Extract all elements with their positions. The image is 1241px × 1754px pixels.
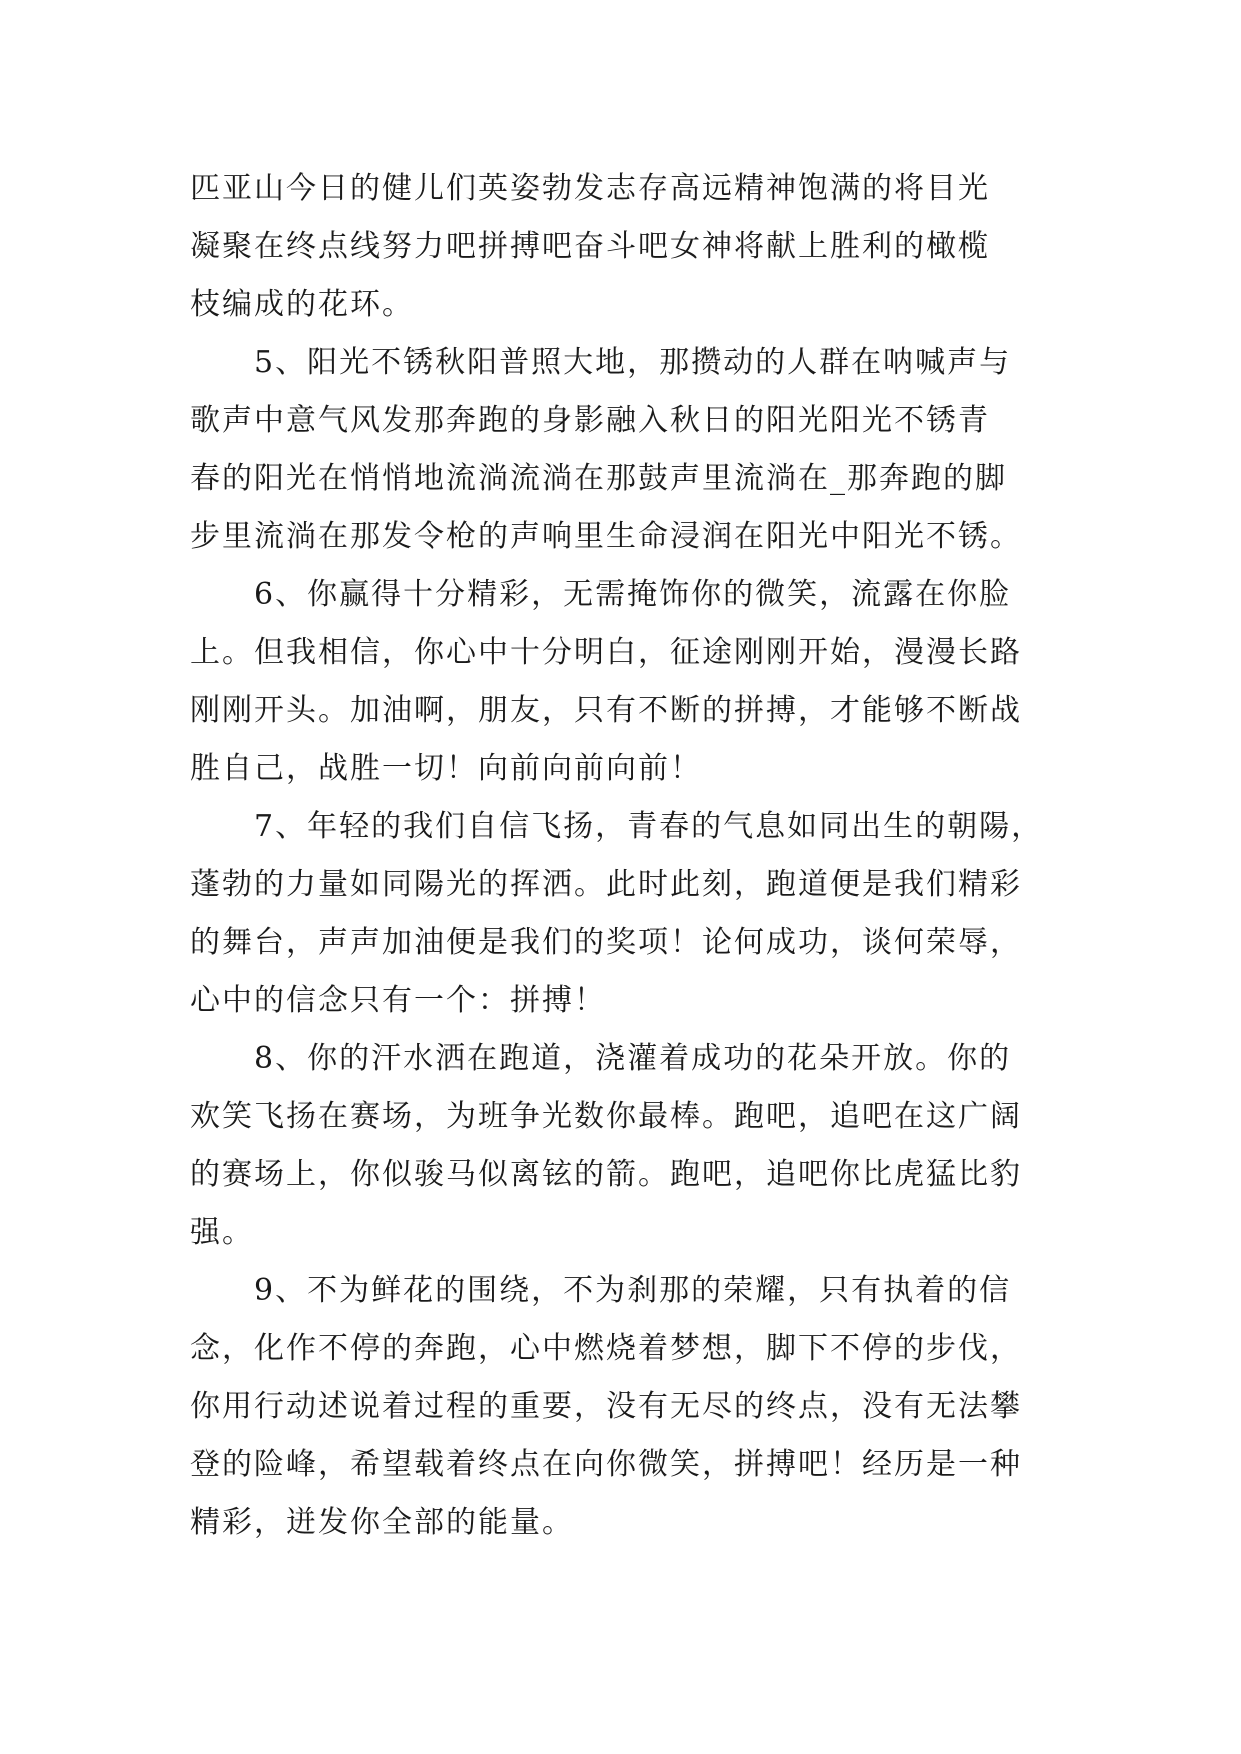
text-line: 匹亚山今日的健儿们英姿勃发志存高远精神饱满的将目光 [190,171,990,206]
text-line: 精彩，迸发你全部的能量。 [190,1505,574,1540]
text-line: 9、不为鲜花的围绕，不为刹那的荣耀，只有执着的信 [190,1273,1012,1308]
text-line: 6、你赢得十分精彩，无需掩饰你的微笑，流露在你脸 [190,577,1012,612]
text-line: 蓬勃的力量如同陽光的挥洒。此时此刻，跑道便是我们精彩 [190,867,1022,902]
text-line: 枝编成的花环。 [190,287,414,322]
text-line: 5、阳光不锈秋阳普照大地，那攒动的人群在呐喊声与 [190,345,1012,380]
text-line: 你用行动述说着过程的重要，没有无尽的终点，没有无法攀 [190,1389,1022,1424]
text-line: 强。 [190,1215,254,1250]
text-line: 欢笑飞扬在赛场，为班争光数你最棒。跑吧，追吧在这广阔 [190,1099,1022,1134]
text-line: 凝聚在终点线努力吧拼搏吧奋斗吧女神将献上胜利的橄榄 [190,229,990,264]
text-line: 上。但我相信，你心中十分明白，征途刚刚开始，漫漫长路 [190,635,1022,670]
text-line: 歌声中意气风发那奔跑的身影融入秋日的阳光阳光不锈青 [190,403,990,438]
text-line: 念，化作不停的奔跑，心中燃烧着梦想，脚下不停的步伐， [190,1331,1022,1366]
text-line: 春的阳光在悄悄地流淌流淌在那鼓声里流淌在_那奔跑的脚 [190,461,1007,496]
text-line: 步里流淌在那发令枪的声响里生命浸润在阳光中阳光不锈。 [190,519,1022,554]
text-line: 的赛场上，你似骏马似离铉的箭。跑吧，追吧你比虎猛比豹 [190,1157,1022,1192]
text-line: 登的险峰，希望载着终点在向你微笑，拼搏吧！经历是一种 [190,1447,1022,1482]
text-line: 的舞台，声声加油便是我们的奖项！论何成功，谈何荣辱， [190,925,1022,960]
text-line: 胜自己，战胜一切！向前向前向前！ [190,751,702,786]
document-body [190,160,1060,1552]
text-line: 7、年轻的我们自信飞扬，青春的气息如同出生的朝陽， [190,809,1044,844]
text-line: 8、你的汗水洒在跑道，浇灌着成功的花朵开放。你的 [190,1041,1012,1076]
text-line: 心中的信念只有一个：拼搏！ [190,983,606,1018]
text-line: 刚刚开头。加油啊，朋友，只有不断的拼搏，才能够不断战 [190,693,1022,728]
